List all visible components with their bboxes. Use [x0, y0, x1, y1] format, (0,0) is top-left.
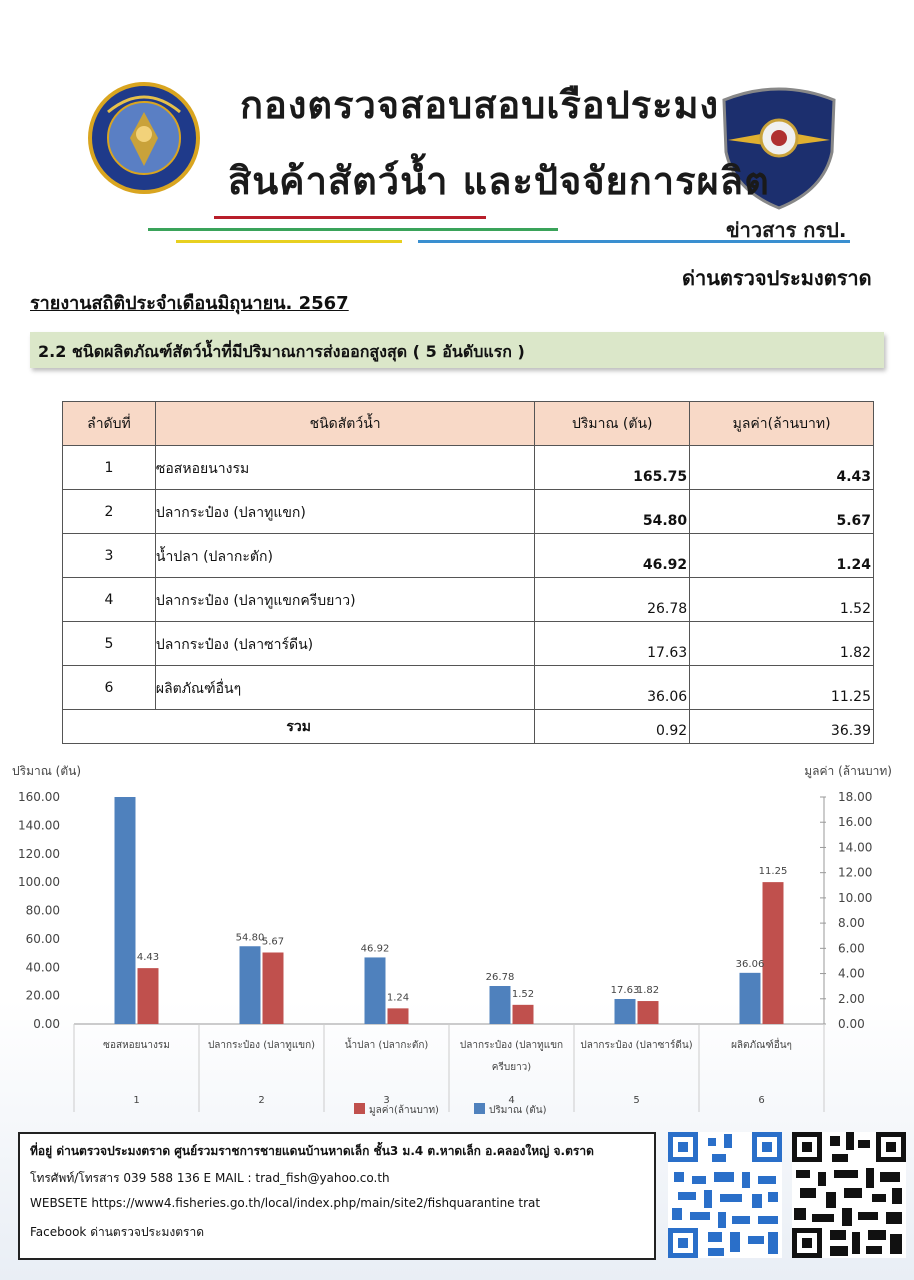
right-tick-label: 10.00: [838, 890, 873, 905]
row-name: ซอสหอยนางรม: [155, 446, 534, 490]
row-value: 1.82: [690, 622, 874, 666]
title-line-2: สินค้าสัตว์น้ำ และปัจจัยการผลิต: [228, 159, 770, 203]
export-chart: [0, 755, 914, 1125]
table-header-row: [63, 402, 874, 446]
row-rank: 3: [63, 534, 156, 578]
right-tick-label: 18.00: [838, 790, 873, 804]
category-number: 4: [508, 1095, 515, 1106]
category-label: ปลากระป๋อง (ปลาทูแขก: [459, 1040, 564, 1051]
header-qty: ปริมาณ (ตัน): [535, 402, 690, 446]
bar-qty: [240, 946, 261, 1024]
row-rank: 1: [63, 446, 156, 490]
data-label-qty: 26.78: [485, 972, 515, 984]
section-title: 2.2 ชนิดผลิตภัณฑ์สัตว์น้ำที่มีปริมาณการส่งออกสูงสุด ( 5 อันดับแรก ): [30, 332, 884, 368]
title-line-1: กองตรวจสอบสอบเรือประมง: [240, 83, 720, 127]
right-tick-label: 12.00: [838, 865, 873, 880]
row-qty: 46.92: [535, 534, 690, 578]
data-label-value: 4.43: [136, 952, 160, 964]
data-label-qty: 46.92: [360, 943, 390, 955]
right-axis-title: มูลค่า (ล้านบาท): [804, 764, 892, 778]
category-number: 3: [383, 1095, 390, 1106]
row-name: ผลิตภัณฑ์อื่นๆ: [155, 666, 534, 710]
qr-code-website[interactable]: [668, 1132, 782, 1258]
left-tick-label: 60.00: [25, 931, 60, 946]
legend-label-qty: ปริมาณ (ตัน): [489, 1105, 547, 1116]
row-qty: 26.78: [535, 578, 690, 622]
right-tick-label: 8.00: [838, 916, 865, 931]
row-rank: 6: [63, 666, 156, 710]
header-name: ชนิดสัตว์น้ำ: [155, 402, 534, 446]
category-number: 1: [133, 1095, 140, 1106]
table-row: [63, 578, 874, 622]
bar-value: [388, 1008, 409, 1024]
bar-value: [263, 952, 284, 1024]
row-qty: 54.80: [535, 490, 690, 534]
total-label: รวม: [63, 710, 535, 744]
row-qty: 36.06: [535, 666, 690, 710]
left-tick-label: 80.00: [25, 903, 60, 918]
category-label: ปลากระป๋อง (ปลาซาร์ดีน): [580, 1040, 693, 1051]
row-rank: 5: [63, 622, 156, 666]
green-stripe: [148, 228, 558, 231]
data-label-value: 5.67: [261, 936, 285, 948]
bar-qty: [115, 797, 136, 1024]
footer-address: ที่อยู่ ด่านตรวจประมงตราด ศูนย์รวมราชการชายแดนบ้านหาดเล็ก ชั้น3 ม.4 ต.หาดเล็ก อ.คลองใหญ่ จ.ตราด: [30, 1144, 594, 1158]
row-value: 1.24: [690, 534, 874, 578]
total-qty: 0.92: [535, 710, 690, 744]
right-tick-label: 16.00: [838, 815, 873, 830]
data-label-value: 1.82: [636, 985, 660, 997]
right-tick-label: 0.00: [838, 1017, 865, 1031]
table-row: [63, 666, 874, 710]
bar-qty: [490, 986, 511, 1024]
data-label-qty: 54.80: [235, 932, 265, 944]
left-tick-label: 160.00: [18, 790, 60, 804]
row-qty: 17.63: [535, 622, 690, 666]
newsletter-label: ข่าวสาร กรป.: [726, 218, 847, 242]
header-value: มูลค่า(ล้านบาท): [690, 402, 874, 446]
category-label: น้ำปลา (ปลากะตัก): [344, 1040, 429, 1051]
qr-code-facebook[interactable]: [792, 1132, 906, 1258]
bar-value: [763, 882, 784, 1024]
category-label: ซอสหอยนางรม: [103, 1040, 170, 1051]
left-tick-label: 20.00: [25, 988, 60, 1003]
category-label: ครีบยาว): [491, 1062, 532, 1073]
category-number: 6: [758, 1095, 765, 1106]
footer-website[interactable]: WEBSETE https://www4.fisheries.go.th/local/index.php/main/site2/fishquarantine trat: [30, 1196, 541, 1210]
bar-value: [513, 1005, 534, 1024]
office-name: ด่านตรวจประมงตราด: [682, 266, 872, 290]
export-table: [62, 401, 874, 744]
yellow-stripe: [176, 240, 402, 243]
left-tick-label: 140.00: [18, 818, 60, 833]
bar-qty: [740, 973, 761, 1024]
data-label-value: 1.52: [511, 988, 535, 1000]
table-row: [63, 490, 874, 534]
red-stripe: [214, 216, 486, 219]
row-value: 1.52: [690, 578, 874, 622]
left-tick-label: 0.00: [33, 1017, 60, 1031]
right-tick-label: 6.00: [838, 941, 865, 956]
total-value: 36.39: [690, 710, 874, 744]
category-number: 2: [258, 1095, 265, 1106]
table-row: [63, 534, 874, 578]
total-row: [63, 710, 874, 744]
row-qty: 165.75: [535, 446, 690, 490]
footer-phone-email: โทรศัพท์/โทรสาร 039 588 136 E MAIL : trad_fish@yahoo.co.th: [30, 1171, 390, 1185]
row-name: ปลากระป๋อง (ปลาซาร์ดีน): [155, 622, 534, 666]
category-label: ผลิตภัณฑ์อื่นๆ: [731, 1040, 792, 1051]
header-rank: ลำดับที่: [63, 402, 156, 446]
row-value: 5.67: [690, 490, 874, 534]
category-number: 5: [633, 1095, 640, 1106]
report-title: รายงานสถิติประจำเดือนมิถุนายน. 2567: [30, 293, 349, 314]
legend-label-value: มูลค่า(ล้านบาท): [369, 1105, 439, 1116]
row-rank: 4: [63, 578, 156, 622]
data-label-qty: 36.06: [735, 958, 765, 970]
row-name: น้ำปลา (ปลากะตัก): [155, 534, 534, 578]
contact-box: [18, 1132, 656, 1260]
category-label: ปลากระป๋อง (ปลาทูแขก): [207, 1040, 316, 1051]
left-axis-title: ปริมาณ (ตัน): [12, 764, 82, 778]
bar-qty: [365, 957, 386, 1024]
bar-qty: [615, 999, 636, 1024]
department-of-fisheries-logo: [88, 82, 200, 194]
footer-facebook[interactable]: Facebook ด่านตรวจประมงตราด: [30, 1225, 204, 1239]
legend-swatch-qty: [474, 1103, 485, 1114]
right-tick-label: 14.00: [838, 840, 873, 855]
left-tick-label: 100.00: [18, 875, 60, 890]
row-value: 4.43: [690, 446, 874, 490]
row-name: ปลากระป๋อง (ปลาทูแขกครีบยาว): [155, 578, 534, 622]
right-tick-label: 4.00: [838, 966, 865, 981]
left-tick-label: 120.00: [18, 846, 60, 861]
bar-value: [138, 968, 159, 1024]
bar-value: [638, 1001, 659, 1024]
data-label-value: 1.24: [386, 992, 410, 1004]
row-name: ปลากระป๋อง (ปลาทูแขก): [155, 490, 534, 534]
data-label-value: 11.25: [758, 866, 788, 878]
row-value: 11.25: [690, 666, 874, 710]
row-rank: 2: [63, 490, 156, 534]
legend-swatch-value: [354, 1103, 365, 1114]
table-row: [63, 446, 874, 490]
data-label-qty: 17.63: [610, 984, 640, 996]
right-tick-label: 2.00: [838, 991, 865, 1006]
table-row: [63, 622, 874, 666]
left-tick-label: 40.00: [25, 960, 60, 975]
